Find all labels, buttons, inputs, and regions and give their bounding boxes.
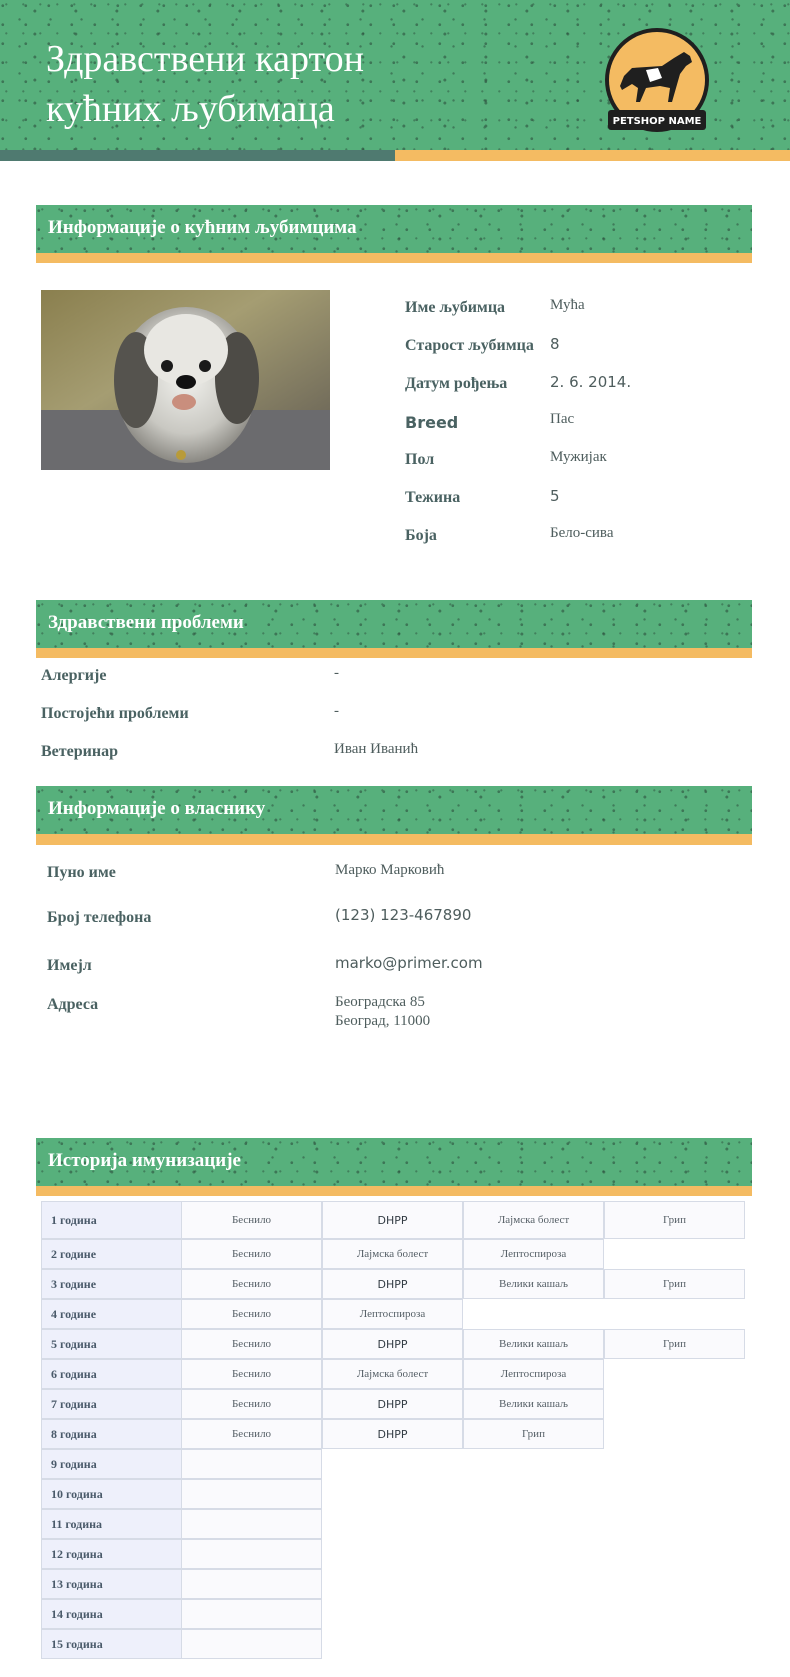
immunization-vaccine-cell: Грип [604, 1201, 745, 1239]
email-value: marko@primer.com [335, 954, 483, 972]
immunization-year-cell: 5 година [41, 1329, 182, 1359]
section-divider [36, 1186, 752, 1196]
health-section-title: Здравствени проблеми [48, 612, 244, 633]
immunization-vaccine-cell: Велики кашаљ [463, 1389, 604, 1419]
section-divider [36, 834, 752, 845]
header-bar-slate [0, 150, 395, 161]
immunization-vaccine-cell [181, 1449, 322, 1479]
weight-value: 5 [550, 487, 560, 505]
immunization-vaccine-cell: Беснило [181, 1299, 322, 1329]
address-line-1: Београдска 85 [335, 994, 425, 1010]
immunization-vaccine-cell: Беснило [181, 1239, 322, 1269]
petshop-logo [602, 28, 712, 140]
pet-name-value: Мућа [550, 297, 585, 313]
immunization-vaccine-cell [181, 1599, 322, 1629]
immunization-vaccine-cell [181, 1509, 322, 1539]
immunization-vaccine-cell: Велики кашаљ [463, 1329, 604, 1359]
immunization-year-cell: 3 године [41, 1269, 182, 1299]
immunization-vaccine-cell [181, 1539, 322, 1569]
immunization-year-cell: 10 година [41, 1479, 182, 1509]
immunization-vaccine-cell: Грип [604, 1269, 745, 1299]
immunization-vaccine-cell: Велики кашаљ [463, 1269, 604, 1299]
health-section-header [36, 600, 752, 648]
allergies-label: Алергије [41, 667, 107, 684]
immunization-vaccine-cell [181, 1629, 322, 1659]
vet-label: Ветеринар [41, 743, 118, 760]
immunization-year-cell: 12 година [41, 1539, 182, 1569]
immunization-vaccine-cell: DHPP [322, 1269, 463, 1299]
immunization-vaccine-cell: DHPP [322, 1201, 463, 1239]
immunization-vaccine-cell [181, 1479, 322, 1509]
immunization-year-cell: 8 година [41, 1419, 182, 1449]
immunization-vaccine-cell: Беснило [181, 1329, 322, 1359]
pet-photo [41, 290, 330, 470]
immunization-vaccine-cell [181, 1569, 322, 1599]
sex-label: Пол [405, 451, 435, 468]
color-value: Бело-сива [550, 525, 614, 541]
existing-problems-label: Постојећи проблеми [41, 705, 189, 722]
immunization-vaccine-cell: Беснило [181, 1359, 322, 1389]
breed-value: Пас [550, 411, 575, 427]
header-bar-orange [395, 150, 790, 161]
address-line-2: Београд, 11000 [335, 1013, 431, 1029]
immunization-vaccine-cell: DHPP [322, 1389, 463, 1419]
immunization-vaccine-cell: DHPP [322, 1419, 463, 1449]
email-label: Имејл [47, 957, 92, 974]
pet-age-value: 8 [550, 335, 560, 353]
immunization-vaccine-cell: Беснило [181, 1389, 322, 1419]
immunization-vaccine-cell: Лептоспироза [463, 1359, 604, 1389]
immunization-year-cell: 7 година [41, 1389, 182, 1419]
address-label: Адреса [47, 996, 99, 1013]
pet-name-label: Име љубимца [405, 299, 506, 316]
immunization-year-cell: 1 година [41, 1201, 182, 1239]
immunization-section-title: Историја имунизације [48, 1150, 241, 1171]
phone-value: (123) 123-467890 [335, 906, 472, 924]
pet-info-section-header [36, 205, 752, 253]
immunization-vaccine-cell: DHPP [322, 1329, 463, 1359]
immunization-year-cell: 15 година [41, 1629, 182, 1659]
immunization-year-cell: 6 година [41, 1359, 182, 1389]
immunization-vaccine-cell: Беснило [181, 1419, 322, 1449]
immunization-vaccine-cell: Беснило [181, 1201, 322, 1239]
immunization-vaccine-cell: Лајмска болест [463, 1201, 604, 1239]
immunization-vaccine-cell: Грип [463, 1419, 604, 1449]
pet-info-section-title: Информације о кућним љубимцима [48, 217, 357, 238]
owner-section-header [36, 786, 752, 834]
owner-name-label: Пуно име [47, 864, 116, 881]
phone-label: Број телефона [47, 909, 152, 926]
color-label: Боја [405, 527, 437, 544]
sex-value: Мужијак [550, 449, 607, 465]
immunization-vaccine-cell: Лајмска болест [322, 1359, 463, 1389]
immunization-year-cell: 13 година [41, 1569, 182, 1599]
birth-date-label: Датум рођења [405, 375, 508, 392]
immunization-year-cell: 4 године [41, 1299, 182, 1329]
immunization-year-cell: 14 година [41, 1599, 182, 1629]
immunization-year-cell: 2 године [41, 1239, 182, 1269]
immunization-vaccine-cell: Лептоспироза [463, 1239, 604, 1269]
allergies-value: - [334, 665, 339, 681]
pet-age-label: Старост љубимца [405, 337, 534, 354]
breed-label: Breed [405, 413, 459, 432]
immunization-vaccine-cell: Лептоспироза [322, 1299, 463, 1329]
immunization-year-cell: 11 година [41, 1509, 182, 1539]
immunization-year-cell: 9 година [41, 1449, 182, 1479]
section-divider [36, 253, 752, 263]
immunization-vaccine-cell: Грип [604, 1329, 745, 1359]
page-title: Здравствени картон кућних љубимаца [46, 38, 364, 130]
immunization-section-header [36, 1138, 752, 1186]
logo-text: PETSHOP NAME [612, 116, 702, 127]
owner-section-title: Информације о власнику [48, 798, 266, 819]
existing-problems-value: - [334, 703, 339, 719]
immunization-vaccine-cell: Лајмска болест [322, 1239, 463, 1269]
owner-name-value: Марко Марковић [335, 862, 445, 878]
section-divider [36, 648, 752, 658]
weight-label: Тежина [405, 489, 461, 506]
birth-date-value: 2. 6. 2014. [550, 373, 632, 391]
immunization-vaccine-cell: Беснило [181, 1269, 322, 1299]
page-header [0, 0, 790, 150]
vet-value: Иван Иванић [334, 741, 419, 757]
